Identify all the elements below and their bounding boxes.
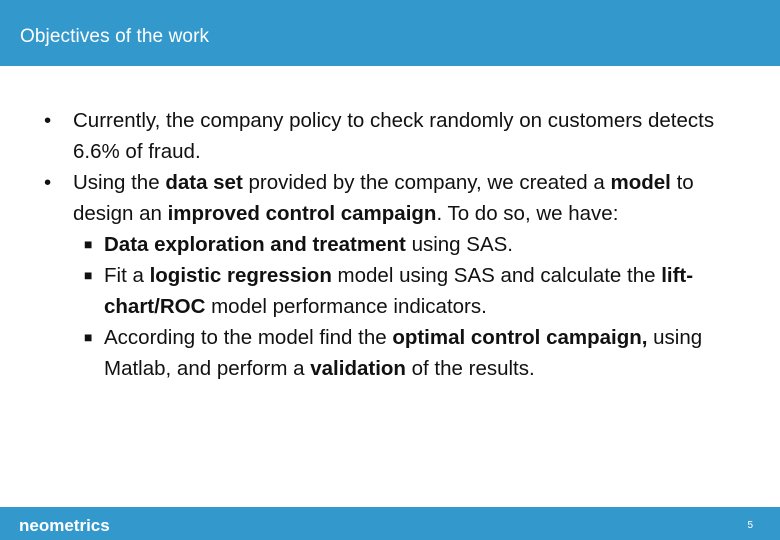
bullet-icon: •	[44, 109, 52, 132]
sub-bullet-item	[44, 260, 734, 322]
sub-bullet-text: using Matlab, and perform a	[104, 326, 703, 380]
bold-term: model	[610, 171, 671, 194]
sub-bullet-text: model performance indicators.	[205, 295, 487, 318]
bullet-text: Currently, the company policy to check randomly on customers detects 6.6% of fraud.	[73, 109, 715, 163]
bullet-text: to design an	[73, 171, 694, 225]
bold-term: optimal control campaign,	[392, 326, 648, 349]
sub-bullet-item	[44, 322, 734, 384]
sub-bullet-text: Fit a	[104, 264, 150, 287]
bullet-text: provided by the company, we created a	[242, 171, 611, 194]
bold-term: logistic regression	[149, 264, 332, 287]
footer-bar	[0, 507, 780, 540]
page-number: 5	[747, 520, 753, 531]
sub-bullet-text: using SAS.	[405, 233, 513, 256]
brand-logo: neometrics	[19, 516, 110, 535]
bullet-icon: •	[44, 171, 52, 194]
bullet-text: . To do so, we have:	[436, 202, 619, 225]
bold-term: improved control campaign	[167, 202, 437, 225]
bullet-item	[44, 105, 734, 167]
sub-bullet-item	[44, 229, 734, 260]
sub-bullet-text: model using SAS and calculate the	[331, 264, 662, 287]
slide-title: Objectives of the work	[20, 26, 210, 47]
square-bullet-icon: ■	[84, 329, 93, 345]
bold-term: Data exploration and treatment	[104, 233, 406, 256]
sub-bullet-text: of the results.	[405, 357, 535, 380]
slide-content	[44, 105, 734, 384]
sub-bullet-text: According to the model find the	[104, 326, 393, 349]
bullet-text: Using the	[73, 171, 166, 194]
square-bullet-icon: ■	[84, 267, 93, 283]
bold-term: data set	[165, 171, 243, 194]
square-bullet-icon: ■	[84, 236, 93, 252]
bullet-item	[44, 167, 734, 229]
bold-term: validation	[310, 357, 406, 380]
header-bar	[0, 0, 780, 66]
bold-term: lift-chart/ROC	[104, 264, 694, 318]
